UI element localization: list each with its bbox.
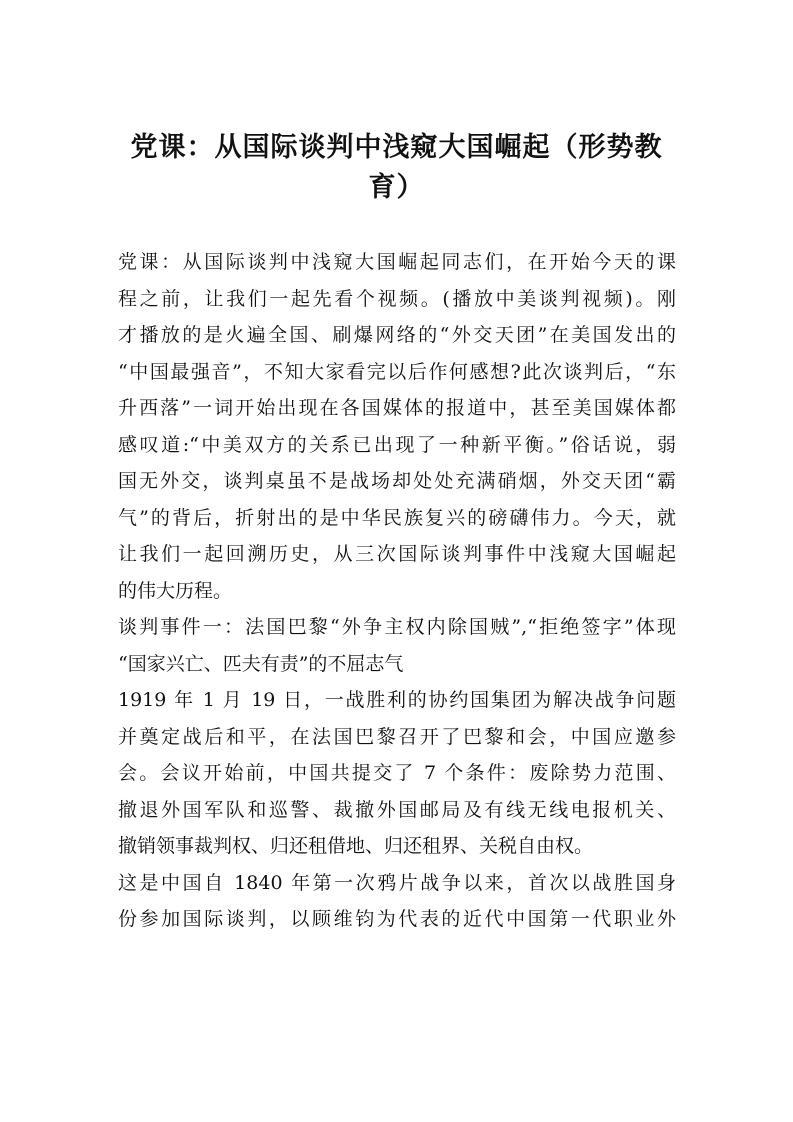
- body-text-line: 党课：从国际谈判中浅窥大国崛起同志们，在开始今天的课: [118, 251, 676, 273]
- body-text-line: 撤销领事裁判权、归还租借地、归还租界、关税自由权。: [118, 835, 594, 857]
- document-body: [118, 244, 676, 938]
- body-text-line: “国家兴亡、匹夫有责”的不屈志气: [118, 652, 404, 675]
- body-text-line: 升西落”一词开始出现在各国媒体的报道中，甚至美国媒体都: [118, 397, 676, 419]
- body-text-line: “中国最强音”，不知大家看完以后作何感想?此次谈判后，“东: [118, 360, 676, 383]
- body-text-line: 感叹道:“中美双方的关系已出现了一种新平衡。”俗话说，弱: [118, 433, 676, 456]
- title-line: 党课：从国际谈判中浅窥大国崛起（形势教: [130, 132, 663, 163]
- body-text-line: 的伟大历程。: [118, 579, 233, 602]
- body-text-line: 国无外交，谈判桌虽不是战场却处处充满硝烟，外交天团“霸: [118, 470, 676, 492]
- document-title: [110, 128, 683, 208]
- title-line: 育）: [368, 172, 425, 203]
- body-text-line: 让我们一起回溯历史，从三次国际谈判事件中浅窥大国崛起: [118, 543, 676, 565]
- body-text-line: 这是中国自 1840 年第一次鸦片战争以来，首次以战胜国身: [118, 871, 676, 894]
- body-text-line: 气”的背后，折射出的是中华民族复兴的磅礴伟力。今天，就: [118, 506, 676, 529]
- body-text-line: 才播放的是火遍全国、刷爆网络的“外交天团”在美国发出的: [118, 324, 676, 346]
- body-text-line: 程之前，让我们一起先看个视频。(播放中美谈判视频)。刚: [118, 287, 676, 310]
- body-text-line: 1919 年 1 月 19 日，一战胜利的协约国集团为解决战争问题: [118, 689, 676, 711]
- body-text-line: 份参加国际谈判，以顾维钧为代表的近代中国第一代职业外: [118, 908, 676, 930]
- body-text-line: 撤退外国军队和巡警、裁撤外国邮局及有线无线电报机关、: [118, 798, 676, 821]
- body-text-line: 谈判事件一：法国巴黎“外争主权内除国贼”,“拒绝签字”体现: [118, 616, 676, 638]
- body-text-line: 并奠定战后和平，在法国巴黎召开了巴黎和会，中国应邀参: [118, 725, 676, 748]
- body-text-line: 会。会议开始前，中国共提交了 7 个条件：废除势力范围、: [118, 762, 676, 784]
